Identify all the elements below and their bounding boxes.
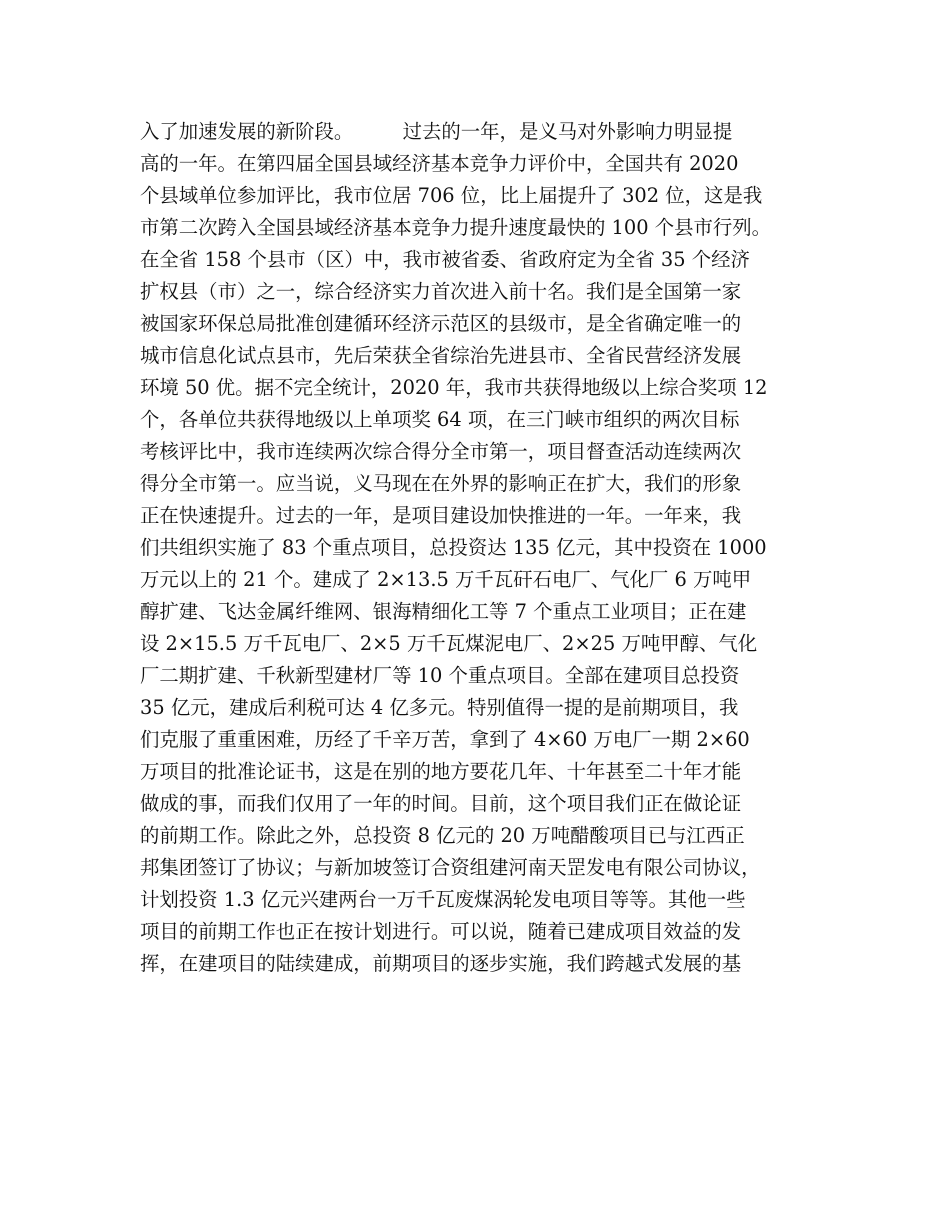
text-line: 市第二次跨入全国县域经济基本竞争力提升速度最快的 100 个县市行列。: [140, 216, 772, 239]
text-line: 邦集团签订了协议；与新加坡签订合资组建河南天罡发电有限公司协议，: [140, 856, 761, 879]
text-line: 正在快速提升。过去的一年，是项目建设加快推进的一年。一年来，我: [140, 504, 742, 527]
text-line: 们克服了重重困难，历经了千辛万苦，拿到了 4×60 万电厂一期 2×60: [140, 728, 750, 751]
text-line: 万元以上的 21 个。建成了 2×13.5 万千瓦矸石电厂、气化厂 6 万吨甲: [140, 568, 752, 591]
text-line: 35 亿元，建成后利税可达 4 亿多元。特别值得一提的是前期项目，我: [140, 696, 739, 719]
text-line: 个县域单位参加评比，我市位居 706 位，比上届提升了 302 位，这是我: [140, 184, 763, 207]
text-line: 做成的事，而我们仅用了一年的时间。目前，这个项目我们正在做论证: [140, 792, 742, 815]
text-line: 的前期工作。除此之外，总投资 8 亿元的 20 万吨醋酸项目已与江西正: [140, 824, 745, 847]
text-line: 挥，在建项目的陆续建成，前期项目的逐步实施，我们跨越式发展的基: [140, 952, 742, 975]
text-line: 得分全市第一。应当说，义马现在在外界的影响正在扩大，我们的形象: [140, 472, 742, 495]
text-line: 考核评比中，我市连续两次综合得分全市第一，项目督查活动连续两次: [140, 440, 742, 463]
text-line: 厂二期扩建、千秋新型建材厂等 10 个重点项目。全部在建项目总投资: [140, 664, 740, 687]
text-line: 环境 50 优。据不完全统计，2020 年，我市共获得地级以上综合奖项 12: [140, 376, 768, 399]
text-line: 计划投资 1.3 亿元兴建两台一万千瓦废煤涡轮发电项目等等。其他一些: [140, 888, 746, 911]
text-line: 们共组织实施了 83 个重点项目，总投资达 135 亿元，其中投资在 1000: [140, 536, 767, 559]
body-text: [140, 116, 830, 980]
text-line: 城市信息化试点县市，先后荣获全省综治先进县市、全省民营经济发展: [140, 344, 742, 367]
text-line: 被国家环保总局批准创建循环经济示范区的县级市，是全省确定唯一的: [140, 312, 742, 335]
text-line: 在全省 158 个县市（区）中，我市被省委、省政府定为全省 35 个经济: [140, 248, 750, 271]
text-line: 项目的前期工作也正在按计划进行。可以说，随着已建成项目效益的发: [140, 920, 742, 943]
text-line: 高的一年。在第四届全国县域经济基本竞争力评价中，全国共有 2020: [140, 152, 739, 175]
text-line: 醇扩建、飞达金属纤维网、银海精细化工等 7 个重点工业项目；正在建: [140, 600, 747, 623]
text-line: 设 2×15.5 万千瓦电厂、2×5 万千瓦煤泥电厂、2×25 万吨甲醇、气化: [140, 632, 758, 655]
text-line: 个，各单位共获得地级以上单项奖 64 项，在三门峡市组织的两次目标: [140, 408, 740, 431]
text-line: 入了加速发展的新阶段。 过去的一年，是义马对外影响力明显提: [140, 120, 733, 143]
text-line: 万项目的批准论证书，这是在别的地方要花几年、十年甚至二十年才能: [140, 760, 742, 783]
text-line: 扩权县（市）之一，综合经济实力首次进入前十名。我们是全国第一家: [140, 280, 742, 303]
